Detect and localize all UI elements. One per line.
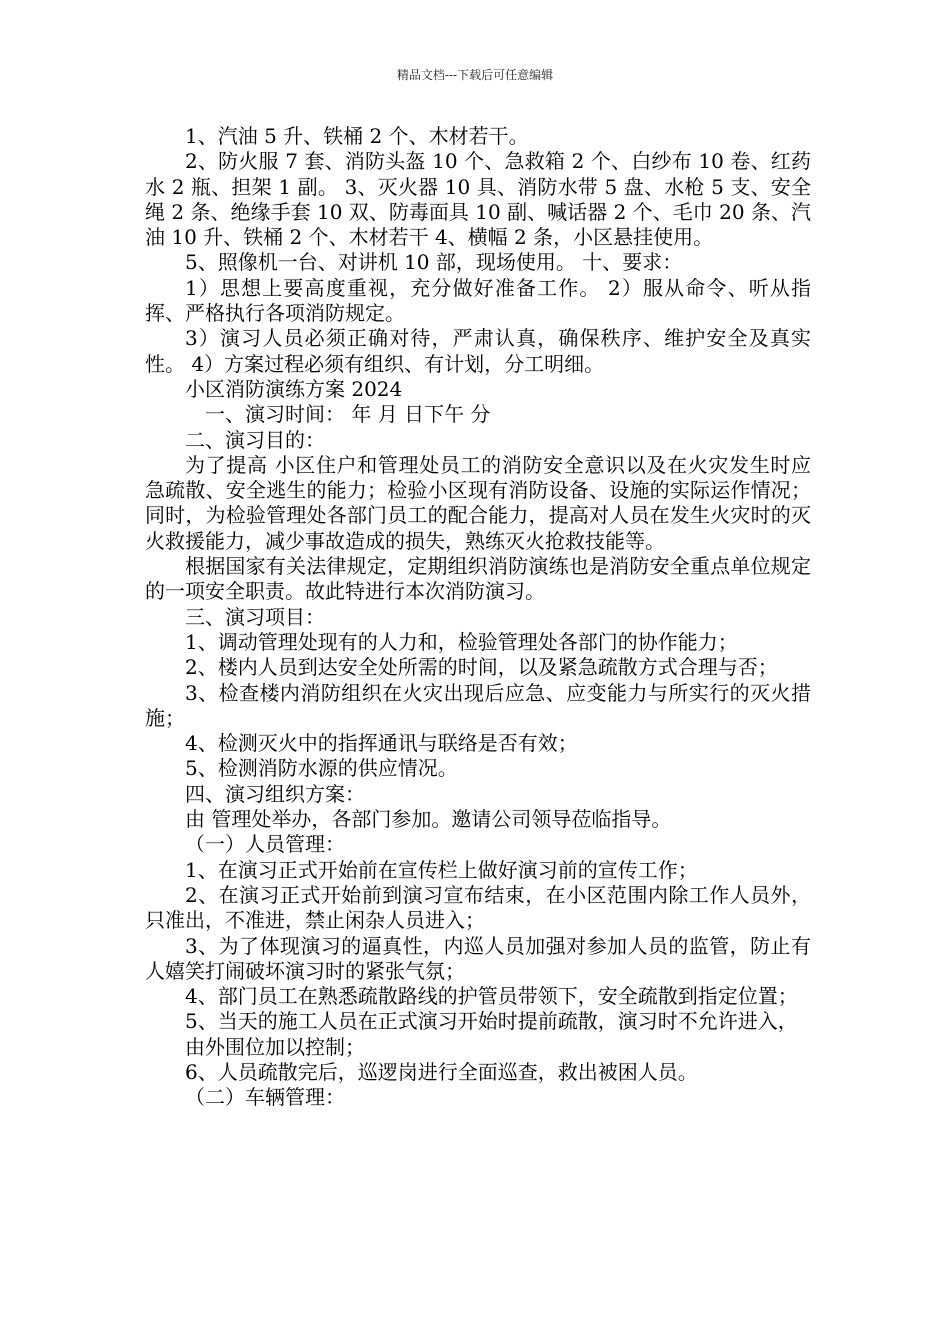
list-item: 5、检测消防水源的供应情况。	[185, 756, 458, 781]
paragraph: 5、照像机一台、对讲机 10 部，现场使用。 十、要求：	[185, 250, 683, 275]
subsection-heading: （一）人员管理：	[185, 832, 345, 857]
list-item: 1、在演习正式开始前在宣传栏上做好演习前的宣传工作；	[185, 857, 698, 882]
paragraph: 根据国家有关法律规定，定期组织消防演练也是消防安全重点单位规定的一项安全职责。故此特进行本次消防演习。	[145, 554, 811, 604]
paragraph: 1）思想上要高度重视，充分做好准备工作。 2）服从命令、听从指挥、严格执行各项消防规定。	[145, 275, 811, 326]
document-title: 小区消防演练方案 2024	[185, 376, 403, 401]
paragraph: 为了提高 小区住户和管理处员工的消防安全意识以及在火灾发生时应急疏散、安全逃生的能力；检验小区现有消防设备、设施的实际运作情况；同时，为检验管理处各部门员工的配合能力，提高对人员在发生火灾时的灭火救援能力，减少事故造成的损失，熟练灭火抢救技能等。	[145, 452, 811, 553]
paragraph: 1、汽油 5 升、铁桶 2 个、木材若干。	[185, 124, 529, 148]
paragraph: 由 管理处举办，各部门参加。邀请公司领导莅临指导。	[185, 807, 672, 832]
list-item: 3、为了体现演习的逼真性，内巡人员加强对参加人员的监管，防止有人嬉笑打闹破坏演习时的紧张气氛；	[145, 933, 811, 983]
list-item: 6、人员疏散完后，巡逻岗进行全面巡查，救出被困人员。	[185, 1059, 698, 1084]
list-item: 1、调动管理处现有的人力和，检验管理处各部门的协作能力；	[185, 629, 738, 654]
document-body	[145, 124, 811, 1111]
section-heading: 四、演习组织方案：	[185, 781, 365, 806]
section-heading: 一、演习时间： 年 月 日下午 分	[205, 402, 491, 427]
list-item: 2、楼内人员到达安全处所需的时间，以及紧急疏散方式合理与否；	[185, 655, 778, 680]
list-item: 3、检查楼内消防组织在火灾出现后应急、应变能力与所实行的灭火措施；	[145, 680, 811, 730]
subsection-heading: （二）车辆管理：	[185, 1085, 345, 1110]
section-heading: 二、演习目的：	[185, 427, 325, 452]
list-item: 5、当天的施工人员在正式演习开始时提前疏散，演习时不允许进入，	[185, 1009, 798, 1034]
paragraph: 3）演习人员必须正确对待，严肃认真，确保秩序、维护安全及真实性。 4）方案过程必须有组织、有计划，分工明细。	[145, 326, 811, 376]
paragraph: 由外围位加以控制；	[185, 1034, 365, 1059]
list-item: 2、在演习正式开始前到演习宣布结束，在小区范围内除工作人员外，只准出，不准进，禁止闲杂人员进入；	[145, 882, 811, 933]
section-heading: 三、演习项目：	[185, 604, 325, 629]
list-item: 4、部门员工在熟悉疏散路线的护管员带领下，安全疏散到指定位置；	[185, 984, 798, 1009]
paragraph: 2、防火服 7 套、消防头盔 10 个、急救箱 2 个、白纱布 10 卷、红药水 2 瓶、担架 1 副。 3、灭火器 10 具、消防水带 5 盘、水枪 5 支、安全绳 2 条、绝缘手套 10 双、防毒面具 10 副、喊话器 2 个、毛巾 20 条、汽油 10 升、铁桶 2 个、木材若干 4、横幅 2 条，小区悬挂使用。	[145, 149, 811, 250]
page-header: 精品文档---下载后可任意编辑	[396, 68, 554, 82]
list-item: 4、检测灭火中的指挥通讯与联络是否有效；	[185, 731, 578, 756]
